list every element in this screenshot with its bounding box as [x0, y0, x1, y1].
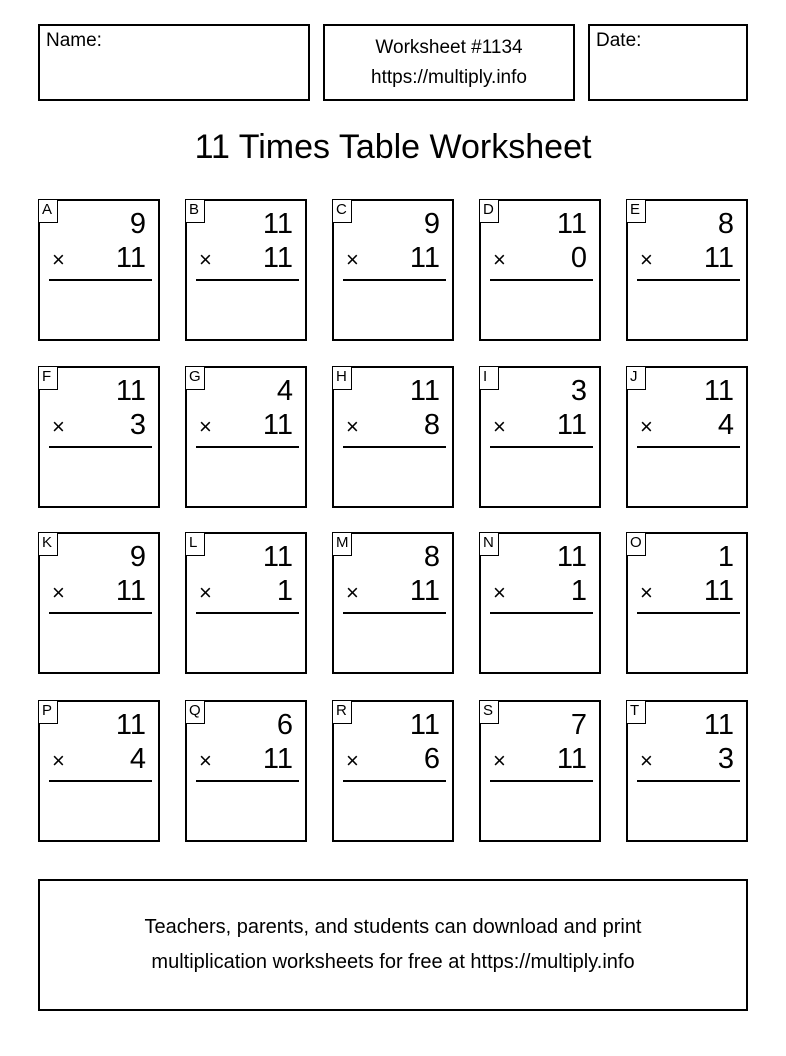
problem-card[interactable] [626, 700, 748, 842]
multiplier: 11 [409, 575, 440, 607]
site-url: https://multiply.info [371, 66, 527, 88]
answer-line [343, 612, 446, 614]
problem-label: G [185, 366, 205, 390]
multiply-sign: × [52, 247, 65, 272]
problem-card[interactable] [332, 366, 454, 508]
answer-line [196, 279, 299, 281]
page-title: 11 Times Table Worksheet [194, 128, 592, 166]
problem-card[interactable] [626, 532, 748, 674]
problem-card[interactable] [626, 366, 748, 508]
multiplicand: 11 [409, 375, 440, 407]
multiplicand: 4 [276, 375, 293, 407]
multiplicand: 6 [276, 709, 293, 741]
multiplier: 8 [423, 409, 440, 441]
problem-card[interactable] [185, 700, 307, 842]
multiplicand: 8 [717, 208, 734, 240]
problem-card[interactable] [38, 366, 160, 508]
answer-line [637, 279, 740, 281]
answer-line [49, 446, 152, 448]
answer-line [343, 446, 446, 448]
multiplier: 11 [703, 242, 734, 274]
multiplicand: 11 [556, 541, 587, 573]
multiplicand: 11 [703, 709, 734, 741]
multiply-sign: × [493, 247, 506, 272]
multiplicand: 11 [409, 709, 440, 741]
multiplier: 11 [409, 242, 440, 274]
answer-line [490, 446, 593, 448]
multiplier: 11 [556, 743, 587, 775]
problem-label: T [626, 700, 646, 724]
problem-card[interactable] [479, 199, 601, 341]
problem-card[interactable] [38, 199, 160, 341]
problem-label: O [626, 532, 646, 556]
problem-label: N [479, 532, 499, 556]
multiply-sign: × [346, 414, 359, 439]
problem-label: C [332, 199, 352, 223]
multiply-sign: × [640, 247, 653, 272]
multiplier: 11 [115, 575, 146, 607]
answer-line [343, 780, 446, 782]
multiplicand: 11 [115, 709, 146, 741]
multiply-sign: × [346, 580, 359, 605]
answer-line [343, 279, 446, 281]
multiplicand: 11 [556, 208, 587, 240]
answer-line [637, 780, 740, 782]
multiplier: 4 [717, 409, 734, 441]
multiply-sign: × [52, 748, 65, 773]
multiply-sign: × [640, 748, 653, 773]
problem-label: K [38, 532, 58, 556]
footer-note [38, 879, 748, 1011]
problem-label: F [38, 366, 58, 390]
multiplicand: 7 [570, 709, 587, 741]
multiplier: 11 [703, 575, 734, 607]
problem-card[interactable] [626, 199, 748, 341]
problem-label: P [38, 700, 58, 724]
multiplier: 0 [570, 242, 587, 274]
problem-card[interactable] [332, 532, 454, 674]
multiplier: 6 [423, 743, 440, 775]
problem-card[interactable] [332, 700, 454, 842]
multiply-sign: × [199, 247, 212, 272]
multiplier: 1 [276, 575, 293, 607]
problem-card[interactable] [332, 199, 454, 341]
multiply-sign: × [346, 748, 359, 773]
problem-card[interactable] [185, 532, 307, 674]
footer-line-1: Teachers, parents, and students can download and print [144, 916, 642, 938]
multiplicand: 1 [717, 541, 734, 573]
multiplier: 1 [570, 575, 587, 607]
multiplicand: 11 [262, 208, 293, 240]
problem-label: D [479, 199, 499, 223]
answer-line [49, 279, 152, 281]
answer-line [490, 279, 593, 281]
multiplicand: 11 [115, 375, 146, 407]
multiply-sign: × [493, 748, 506, 773]
problem-card[interactable] [185, 199, 307, 341]
problem-card[interactable] [185, 366, 307, 508]
name-field-box[interactable] [38, 24, 310, 101]
multiply-sign: × [493, 414, 506, 439]
multiply-sign: × [52, 414, 65, 439]
multiplier: 11 [115, 242, 146, 274]
multiplicand: 8 [423, 541, 440, 573]
multiply-sign: × [199, 414, 212, 439]
problem-card[interactable] [479, 700, 601, 842]
multiply-sign: × [199, 580, 212, 605]
multiply-sign: × [52, 580, 65, 605]
multiply-sign: × [640, 580, 653, 605]
problem-card[interactable] [38, 700, 160, 842]
problem-label: R [332, 700, 352, 724]
problem-label: S [479, 700, 499, 724]
date-label: Date: [596, 30, 642, 51]
worksheet-number: Worksheet #1134 [375, 36, 523, 58]
worksheet-info-box [323, 24, 575, 101]
multiplier: 3 [129, 409, 146, 441]
multiplicand: 9 [129, 208, 146, 240]
problem-card[interactable] [479, 366, 601, 508]
multiply-sign: × [199, 748, 212, 773]
problem-label: I [479, 366, 499, 390]
answer-line [49, 780, 152, 782]
answer-line [637, 612, 740, 614]
multiplier: 11 [262, 743, 293, 775]
multiplier: 11 [262, 409, 293, 441]
multiplicand: 11 [703, 375, 734, 407]
problem-label: A [38, 199, 58, 223]
answer-line [49, 612, 152, 614]
date-field-box[interactable] [588, 24, 748, 101]
problem-label: L [185, 532, 205, 556]
answer-line [490, 612, 593, 614]
answer-line [196, 612, 299, 614]
multiplier: 11 [556, 409, 587, 441]
problem-card[interactable] [38, 532, 160, 674]
footer-line-2: multiplication worksheets for free at https://multiply.info [151, 951, 635, 973]
answer-line [637, 446, 740, 448]
multiplier: 4 [129, 743, 146, 775]
problem-label: B [185, 199, 205, 223]
problem-label: J [626, 366, 646, 390]
problem-label: H [332, 366, 352, 390]
multiply-sign: × [346, 247, 359, 272]
multiplier: 11 [262, 242, 293, 274]
problem-label: E [626, 199, 646, 223]
multiplicand: 9 [129, 541, 146, 573]
multiplicand: 3 [570, 375, 587, 407]
multiplicand: 11 [262, 541, 293, 573]
answer-line [196, 446, 299, 448]
problem-card[interactable] [479, 532, 601, 674]
answer-line [490, 780, 593, 782]
multiplier: 3 [717, 743, 734, 775]
problem-label: Q [185, 700, 205, 724]
answer-line [196, 780, 299, 782]
name-label: Name: [46, 30, 102, 51]
multiply-sign: × [493, 580, 506, 605]
multiply-sign: × [640, 414, 653, 439]
problem-label: M [332, 532, 352, 556]
multiplicand: 9 [423, 208, 440, 240]
